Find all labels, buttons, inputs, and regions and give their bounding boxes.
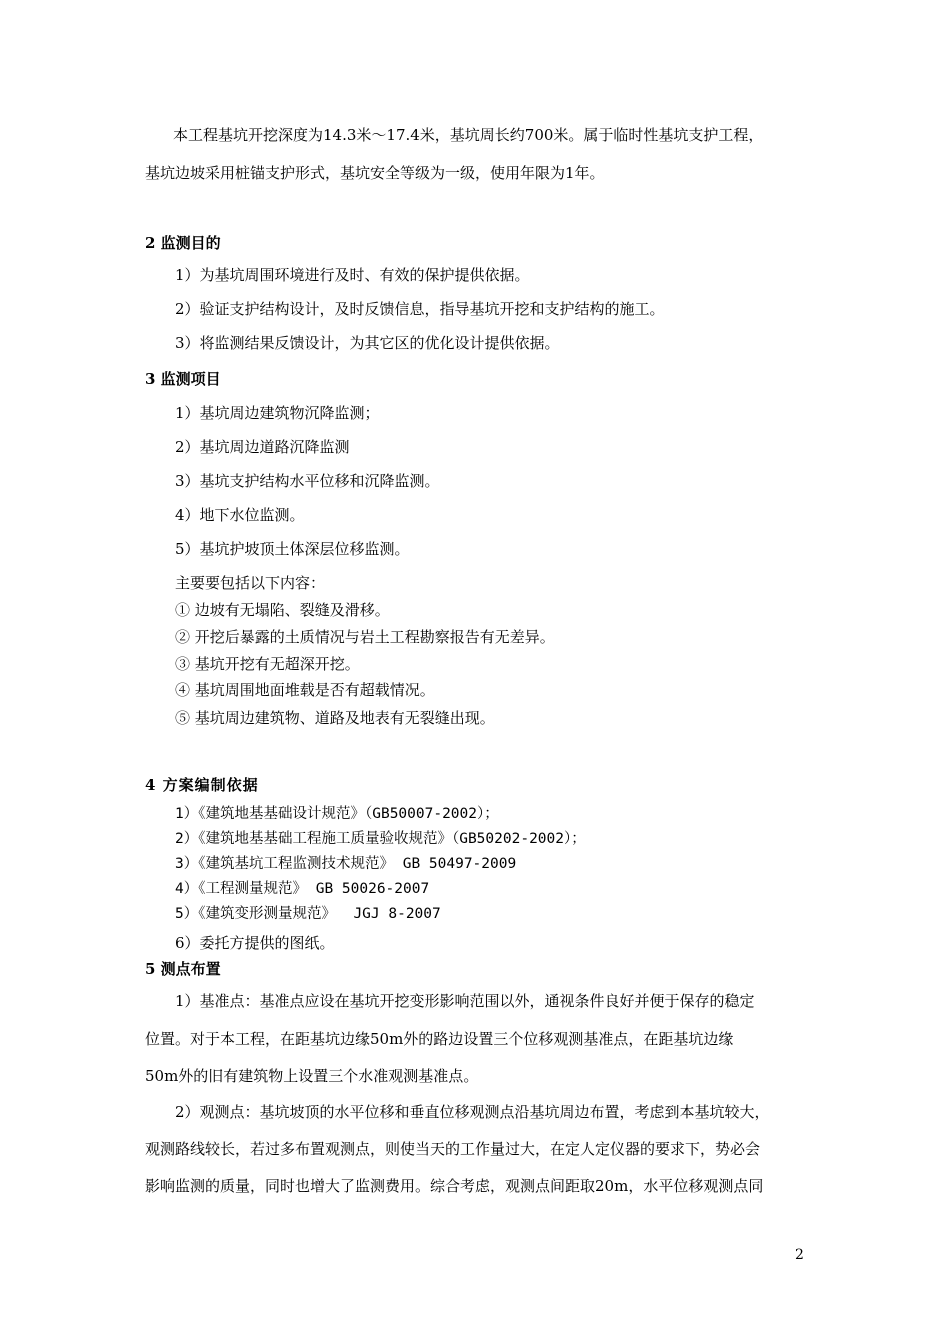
section-4-item: 5）《建筑变形测量规范》 JGJ 8-2007	[175, 906, 441, 922]
section-3-item: 3）基坑支护结构水平位移和沉降监测。	[175, 472, 440, 490]
section-5-line: 50m外的旧有建筑物上设置三个水准观测基准点。	[145, 1067, 479, 1085]
section-4-item: 4）《工程测量规范》 GB 50026-2007	[175, 881, 430, 897]
section-5-line: 1）基准点：基准点应设在基坑开挖变形影响范围以外，通视条件良好并便于保存的稳定	[175, 992, 755, 1010]
section-2-heading: 2 监测目的	[145, 234, 221, 252]
section-4-heading: 4 方案编制依据	[145, 776, 259, 794]
section-3-subtitle: 主要要包括以下内容：	[175, 574, 326, 592]
section-2-item: 2）验证支护结构设计，及时反馈信息，指导基坑开挖和支护结构的施工。	[175, 300, 665, 318]
section-5-heading: 5 测点布置	[145, 960, 221, 978]
section-4-item: 2）《建筑地基基础工程施工质量验收规范》（GB50202-2002）；	[175, 831, 586, 847]
section-5-line: 观测路线较长，若过多布置观测点，则使当天的工作量过大，在定人定仪器的要求下，势必会	[145, 1140, 761, 1158]
page-number: 2	[795, 1247, 804, 1263]
section-3-item: 4）地下水位监测。	[175, 506, 305, 524]
section-3-item: 5）基坑护坡顶土体深层位移监测。	[175, 540, 410, 558]
intro-line-1: 本工程基坑开挖深度为14.3米～17.4米，基坑周长约700米。属于临时性基坑支护工程，	[173, 126, 764, 144]
section-4-item: 1）《建筑地基基础设计规范》（GB50007-2002）；	[175, 806, 499, 822]
section-3-item: 2）基坑周边道路沉降监测	[175, 438, 350, 456]
section-5-line: 影响监测的质量，同时也增大了监测费用。综合考虑，观测点间距取20m，水平位移观测点同	[145, 1177, 764, 1195]
section-5-line: 2）观测点：基坑坡顶的水平位移和垂直位移观测点沿基坑周边布置，考虑到本基坑较大，	[175, 1103, 770, 1121]
section-3-subitem: ④ 基坑周围地面堆载是否有超载情况。	[175, 681, 435, 699]
section-3-heading: 3 监测项目	[145, 370, 221, 388]
section-3-item: 1）基坑周边建筑物沉降监测；	[175, 404, 380, 422]
section-3-subitem: ② 开挖后暴露的土质情况与岩土工程勘察报告有无差异。	[175, 628, 555, 646]
section-3-subitem: ⑤ 基坑周边建筑物、道路及地表有无裂缝出现。	[175, 709, 495, 727]
section-4-item: 3）《建筑基坑工程监测技术规范》 GB 50497-2009	[175, 856, 517, 872]
intro-line-2: 基坑边坡采用桩锚支护形式，基坑安全等级为一级，使用年限为1年。	[145, 164, 605, 182]
section-3-subitem: ③ 基坑开挖有无超深开挖。	[175, 655, 360, 673]
section-5-line: 位置。对于本工程，在距基坑边缘50m外的路边设置三个位移观测基准点，在距基坑边缘	[145, 1030, 734, 1048]
section-2-item: 1）为基坑周围环境进行及时、有效的保护提供依据。	[175, 266, 530, 284]
section-2-item: 3）将监测结果反馈设计，为其它区的优化设计提供依据。	[175, 334, 560, 352]
section-3-subitem: ① 边坡有无塌陷、裂缝及滑移。	[175, 601, 390, 619]
section-4-item: 6）委托方提供的图纸。	[175, 934, 335, 952]
